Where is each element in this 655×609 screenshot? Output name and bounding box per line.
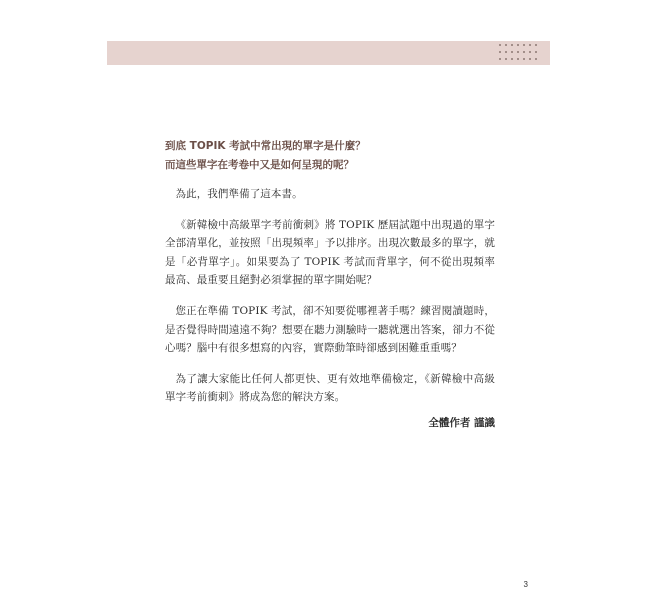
decorative-dots bbox=[499, 44, 538, 61]
paragraph-3: 您正在準備 TOPIK 考試，卻不知要從哪裡著手嗎？練習閱讀題時，是否覺得時間遠遠不夠？想要在聽力測驗時一聽就選出答案，卻力不從心嗎？腦中有很多想寫的內容，實際動筆時卻感到困難重重嗎？ bbox=[165, 304, 495, 355]
paragraph-2: 《新韓檢中高級單字考前衝刺》將 TOPIK 歷屆試題中出現過的單字全部清單化，並按照「出現頻率」予以排序。出現次數最多的單字，就是「必背單字」。如果要為了 TOPIK 考試而背單字，何不從出現頻率最高、最重要且絕對必須掌握的單字開始呢？ bbox=[165, 218, 495, 287]
header-band bbox=[107, 41, 550, 65]
paragraph-1: 為此，我們準備了這本書。 bbox=[175, 188, 303, 200]
preface-content bbox=[165, 137, 495, 430]
headline-line-2: 而這些單字在考卷中又是如何呈現的呢？ bbox=[165, 159, 354, 171]
signature: 全體作者 謹識 bbox=[428, 416, 495, 429]
paragraph-4: 為了讓大家能比任何人都更快、更有效地準備檢定，《新韓檢中高級單字考前衝刺》將成為您的解決方案。 bbox=[165, 372, 495, 404]
page-number: 3 bbox=[523, 580, 528, 589]
headline-line-1: 到底 TOPIK 考試中常出現的單字是什麼？ bbox=[165, 140, 366, 152]
